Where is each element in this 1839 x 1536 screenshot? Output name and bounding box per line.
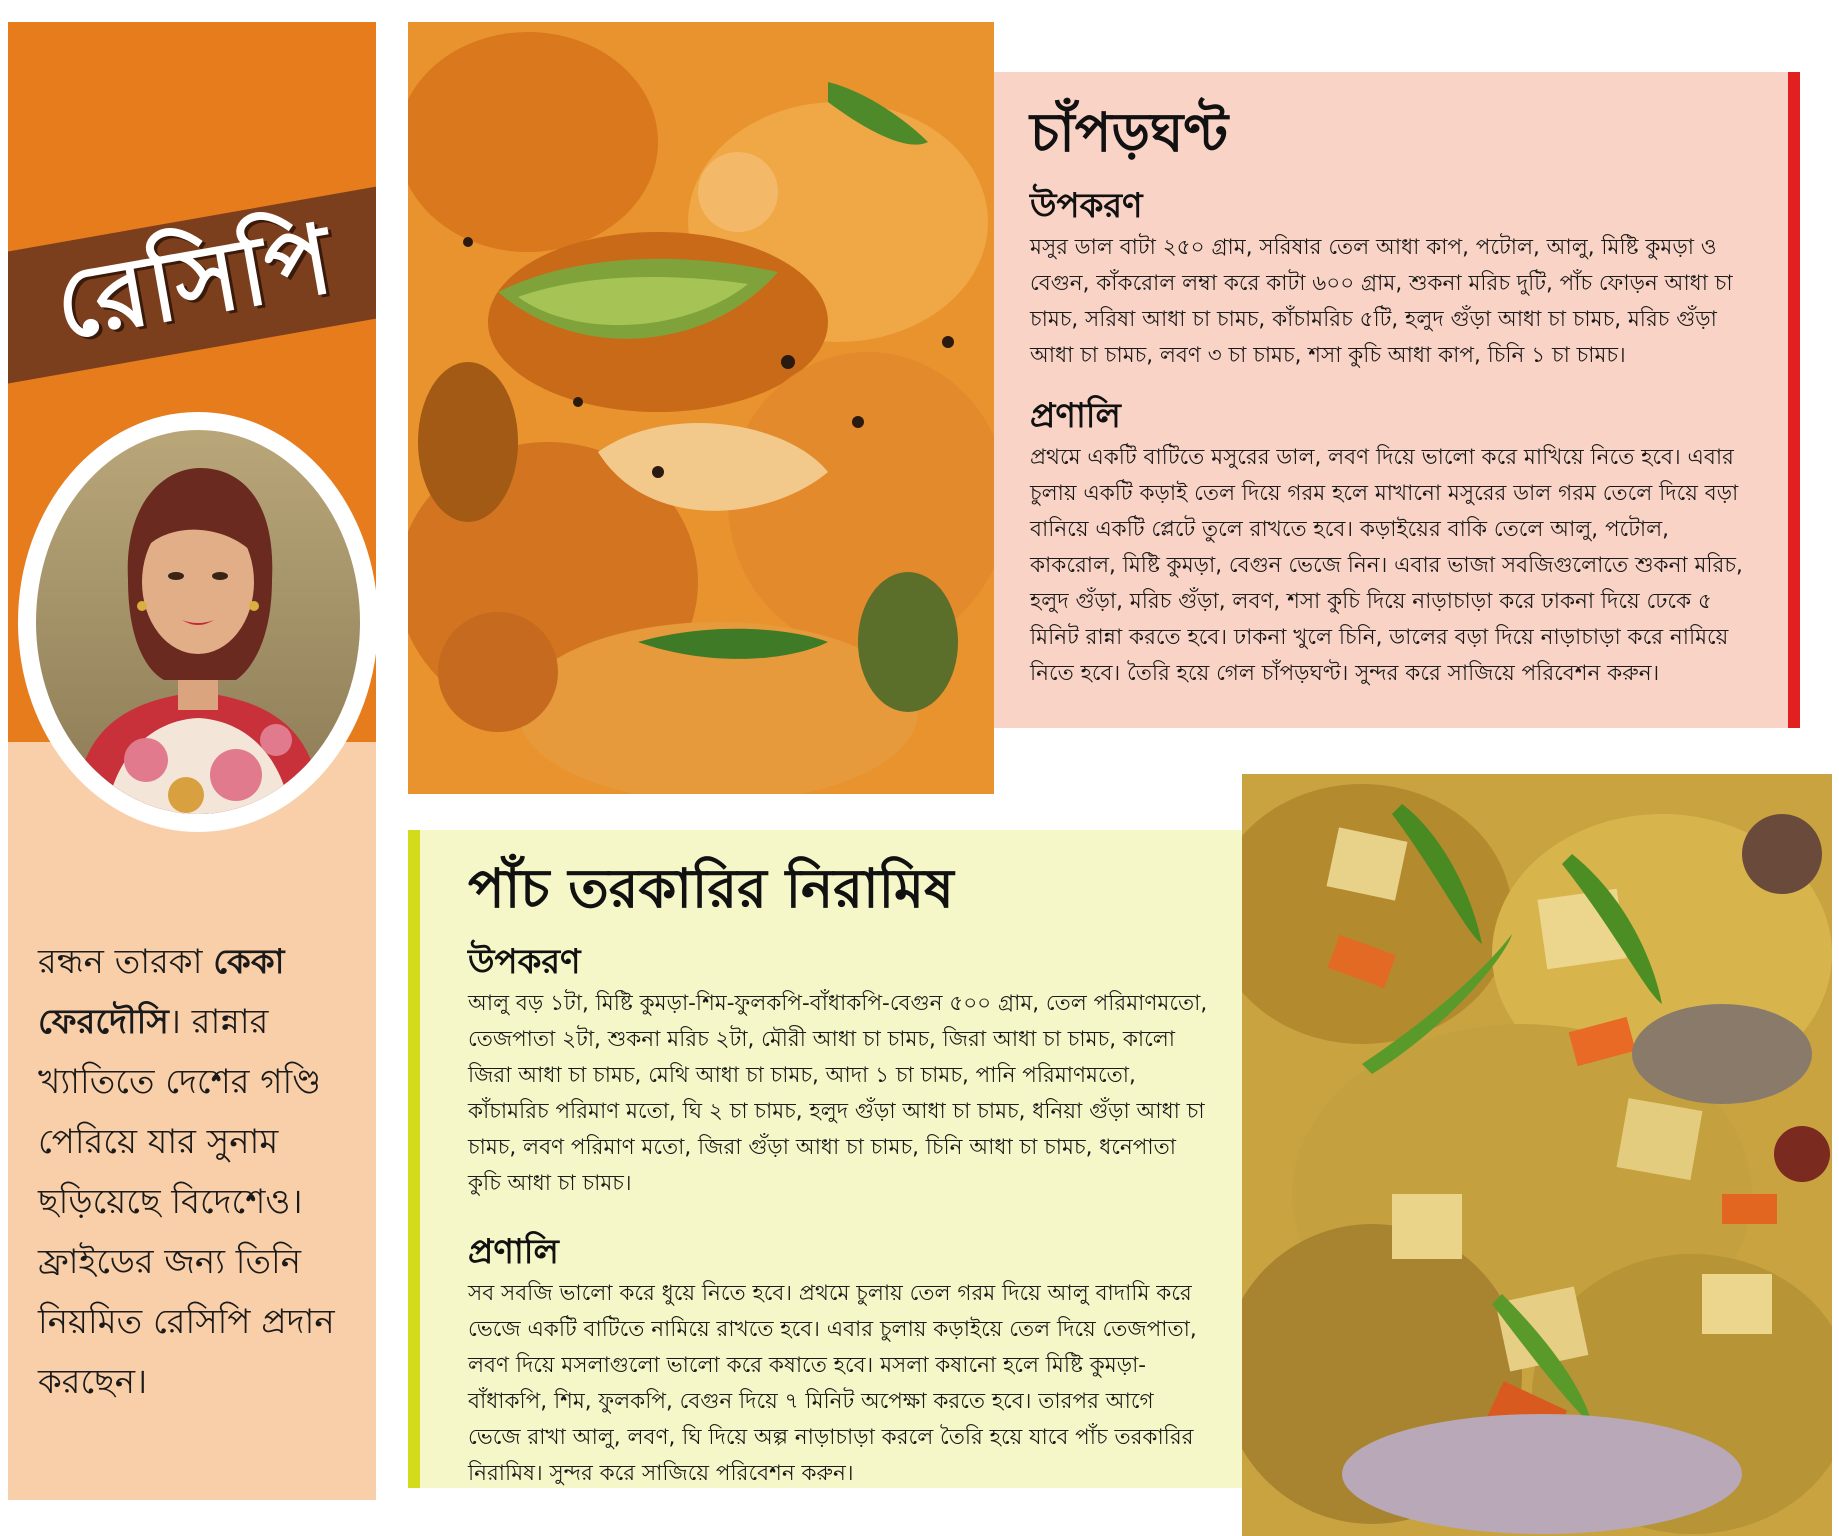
ingredients-text: আলু বড় ১টা, মিষ্টি কুমড়া-শিম-ফুলকপি-বাঁধাকপি-বেগুন ৫০০ গ্রাম, তেল পরিমাণমতো, তেজপাতা ২টা, শুকনা মরিচ ২টা, মৌরী আধা চা চামচ, জিরা আধা চা চামচ, কালো জিরা আধা চা চামচ, মেথি আধা চা চামচ, আদা ১ চা চামচ, পানি পরিমাণমতো, কাঁচামরিচ পরিমাণ মতো, ঘি ২ চা চামচ, হলুদ গুঁড়া আধা চা চামচ, ধনিয়া গুঁড়া আধা চা চামচ, লবণ পরিমাণ মতো, জিরা গুঁড়া আধা চা চামচ, চিনি আধা চা চামচ, ধনেপাতা কুচি আধা চা চামচ। [468, 991, 1208, 1196]
ingredients-heading: উপকরণ [1030, 186, 1143, 226]
recipe-title: চাঁপড়ঘণ্ট [1030, 100, 1229, 164]
recipe-sidebar [8, 22, 376, 1500]
section-title: রেসিপি [46, 201, 341, 362]
chapor-ghonto-photo [408, 22, 994, 794]
method-heading: প্রণালি [468, 1232, 559, 1272]
chef-intro [38, 932, 358, 1412]
chef-intro-prefix: রন্ধন তারকা [38, 942, 214, 982]
ingredients-heading: উপকরণ [468, 942, 581, 982]
recipe-chapor-ghonto [994, 72, 1800, 728]
recipe-panch-torkari [408, 830, 1242, 1488]
recipe-title: পাঁচ তরকারির নিরামিষ [468, 856, 954, 920]
chef-intro-suffix: । রান্নার খ্যাতিতে দেশের গণ্ডি পেরিয়ে যার সুনাম ছড়িয়েছে বিদেশেও। ফ্রাইডের জন্য তিনি নিয়মিত রেসিপি প্রদান করছেন। [38, 1002, 335, 1402]
method-heading: প্রণালি [1030, 396, 1121, 436]
method-text: সব সবজি ভালো করে ধুয়ে নিতে হবে। প্রথমে চুলায় তেল গরম দিয়ে আলু বাদামি করে ভেজে একটি বাটিতে নামিয়ে রাখতে হবে। এবার চুলায় কড়াইয়ে তেল দিয়ে তেজপাতা, লবণ দিয়ে মসলাগুলো ভালো করে কষাতে হবে। মসলা কষানো হলে মিষ্টি কুমড়া-বাঁধাকপি, শিম, ফুলকপি, বেগুন দিয়ে ৭ মিনিট অপেক্ষা করতে হবে। তারপর আগে ভেজে রাখা আলু, লবণ, ঘি দিয়ে অল্প নাড়াচাড়া করলে তৈরি হয়ে যাবে পাঁচ তরকারির নিরামিষ। সুন্দর করে সাজিয়ে পরিবেশন করুন। [468, 1281, 1197, 1486]
ingredients-text: মসুর ডাল বাটা ২৫০ গ্রাম, সরিষার তেল আধা কাপ, পটোল, আলু, মিষ্টি কুমড়া ও বেগুন, কাঁকরোল লম্বা করে কাটা ৬০০ গ্রাম, শুকনা মরিচ দুটি, পাঁচ ফোড়ন আধা চা চামচ, সরিষা আধা চা চামচ, কাঁচামরিচ ৫টি, হলুদ গুঁড়া আধা চা চামচ, মরিচ গুঁড়া আধা চা চামচ, লবণ ৩ চা চামচ, শসা কুচি আধা কাপ, চিনি ১ চা চামচ। [1030, 235, 1733, 368]
method-text: প্রথমে একটি বাটিতে মসুরের ডাল, লবণ দিয়ে ভালো করে মাখিয়ে নিতে হবে। এবার চুলায় একটি কড়াই তেল দিয়ে গরম হলে মাখানো মসুরের ডাল গরম তেলে দিয়ে বড়া বানিয়ে একটি প্লেটে তুলে রাখতে হবে। কড়াইয়ের বাকি তেলে আলু, পটোল, কাকরোল, মিষ্টি কুমড়া, বেগুন ভেজে নিন। এবার ভাজা সবজিগুলোতে শুকনা মরিচ, হলুদ গুঁড়া, মরিচ গুঁড়া, লবণ, শসা কুচি দিয়ে নাড়াচাড়া করে ঢাকনা দিয়ে ঢেকে ৫ মিনিট রান্না করতে হবে। ঢাকনা খুলে চিনি, ডালের বড়া দিয়ে নাড়াচাড়া করে নামিয়ে নিতে হবে। তৈরি হয়ে গেল চাঁপড়ঘণ্ট। সুন্দর করে সাজিয়ে পরিবেশন করুন। [1030, 445, 1743, 686]
chef-portrait [36, 430, 360, 814]
chef-name: কেকা ফেরদৌসি [38, 942, 285, 1042]
panch-torkari-photo [1242, 774, 1832, 1536]
